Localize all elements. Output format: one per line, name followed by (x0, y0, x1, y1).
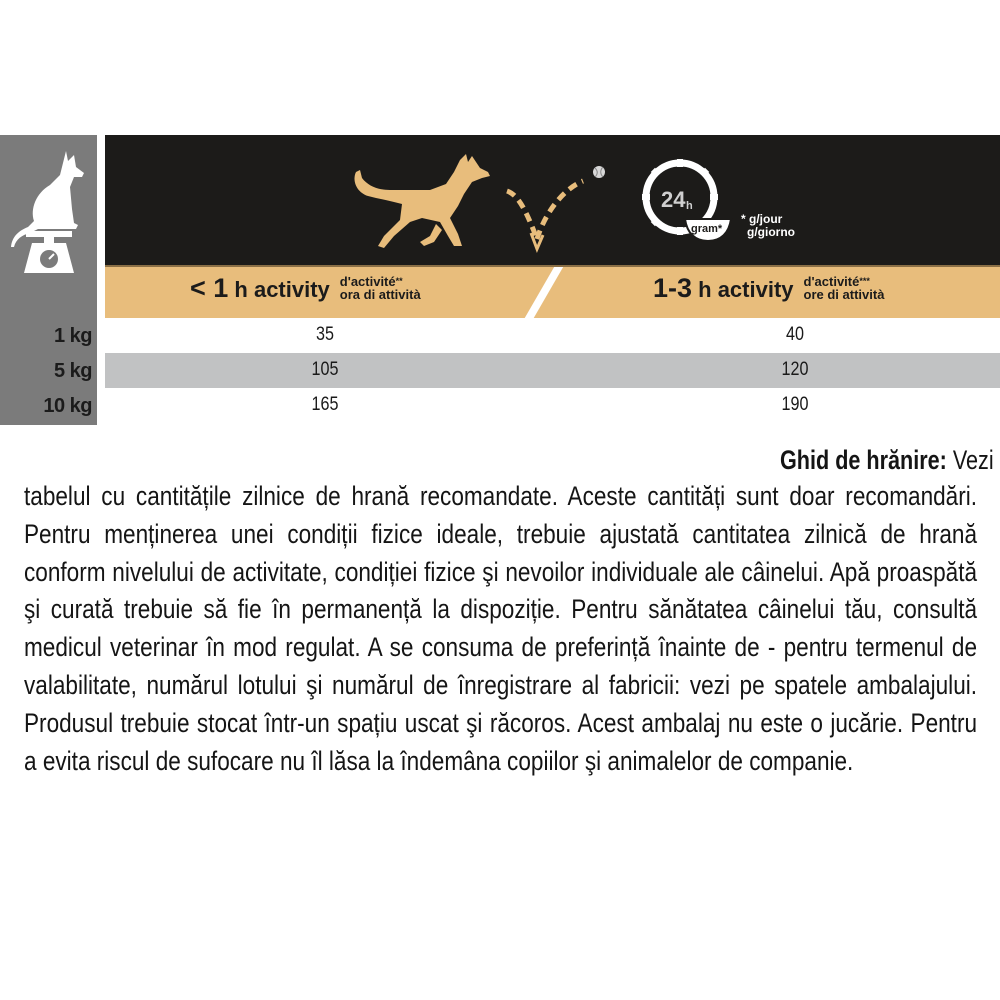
24h-clock-bowl-icon (635, 157, 735, 247)
low-activity-stars: ** (395, 276, 403, 286)
column-header-high-activity (653, 275, 884, 303)
column-divider (520, 265, 566, 318)
high-activity-label: h activity (692, 277, 794, 302)
high-activity-stars: *** (859, 276, 870, 286)
cell-low-activity: 35 (316, 324, 334, 345)
feeding-guide-heading (780, 442, 994, 480)
unit-legend (741, 213, 795, 239)
cell-low-activity: 105 (311, 359, 339, 380)
cell-high-activity: 120 (781, 359, 809, 380)
high-activity-hours: 1-3 (653, 273, 693, 303)
table-row (105, 388, 1000, 423)
unit-legend-jour: * g/jour (741, 212, 783, 226)
clock-24-label: 24 (661, 187, 686, 212)
low-activity-fr: d'activité (339, 274, 396, 289)
ball-trajectory-icon (495, 155, 625, 255)
low-activity-hours: < 1 (190, 273, 229, 303)
cell-high-activity: 190 (781, 394, 809, 415)
high-activity-it: ore di attività (803, 287, 885, 302)
activity-header-row (105, 265, 1000, 318)
low-activity-it: ora di attività (339, 287, 421, 302)
cell-high-activity: 40 (786, 324, 804, 345)
cell-low-activity: 165 (311, 394, 339, 415)
weight-label-10kg: 10 kg (43, 395, 92, 417)
bowl-gram-label: gram* (691, 223, 723, 235)
weight-label-1kg: 1 kg (53, 325, 92, 347)
column-header-low-activity (190, 275, 421, 303)
clock-h-label: h (686, 200, 693, 212)
table-header-icons (105, 135, 1000, 265)
high-activity-fr: d'activité (803, 274, 860, 289)
table-row (105, 318, 1000, 353)
table-row (105, 353, 1000, 388)
feeding-guide-title-tail: Vezi (946, 445, 994, 475)
dog-on-scale-icon (8, 147, 88, 275)
feeding-guide-paragraph: tabelul cu cantitățile zilnice de hrană recomandate. Aceste cantități sunt doar recomandări. Pentru menținerea unei condiții fizice ideale, trebuie ajustată cantitatea zilnică de hrană conform nivelului de activitate, condiției fizice şi nevoilor individuale ale câinelui. Apă proaspătă şi curată trebuie să fie în permanență la dispoziție. Pentru sănătatea câinelui tău, consultă medicul veterinar în mod regulat. A se consuma de preferință înainte de - pentru termenul de valabilitate, numărul lotului şi numărul de înregistrare al fabricii: vezi pe spatele ambalajului. Produsul trebuie stocat într-un spațiu uscat şi răcoros. Acest ambalaj nu este o jucărie. Pentru a evita riscul de sufocare nu îl lăsa la îndemâna copiilor şi animalelor de companie. (24, 481, 978, 776)
running-dog-icon (350, 150, 500, 255)
unit-legend-giorno: g/giorno (747, 225, 795, 239)
weight-label-5kg: 5 kg (53, 360, 92, 382)
feeding-guide-title: Ghid de hrănire: (780, 445, 947, 475)
weight-column (0, 135, 97, 425)
low-activity-label: h activity (228, 277, 330, 302)
